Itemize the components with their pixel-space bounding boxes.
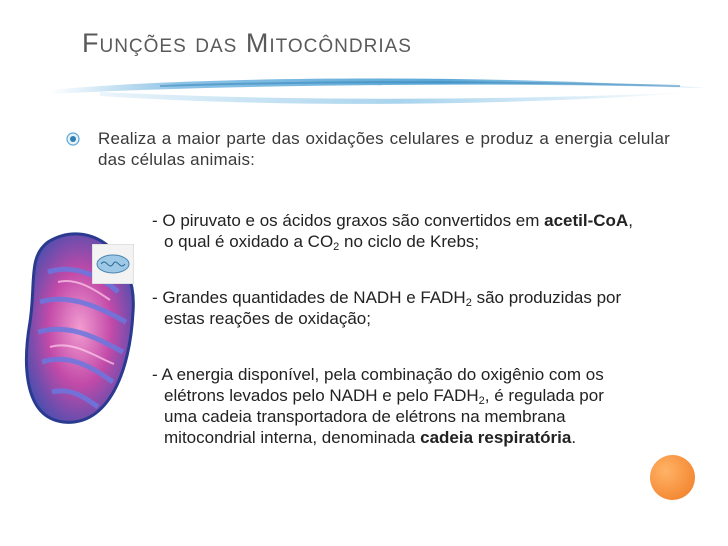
sub-item-1-bold: acetil-CoA: [544, 211, 629, 230]
sub-item-2: [152, 287, 682, 329]
orange-circle-icon: [650, 455, 695, 500]
title-underline-swoosh: [40, 72, 710, 112]
sub-item-1-text-c: o qual é oxidado a CO: [164, 232, 334, 251]
intro-bullet: [70, 128, 670, 170]
sub-item-1-text-a: - O piruvato e os ácidos graxos são convertidos em: [152, 211, 545, 230]
sub-item-2-subscript: 2: [465, 297, 472, 309]
mitochondria-diagram-image: [92, 244, 134, 284]
sub-item-2-text-b: são produzidas por: [471, 288, 622, 307]
sub-item-2-text-c: estas reações de oxidação;: [164, 309, 371, 328]
sub-item-1-text-b: ,: [628, 211, 633, 230]
sub-item-3-text-b: , é regulada por: [484, 386, 604, 405]
sub-item-3-text-d: .: [571, 428, 577, 447]
slide-title: Funções das Mitocôndrias: [82, 28, 412, 58]
sub-item-2-text-a: - Grandes quantidades de NADH e FADH: [152, 288, 466, 307]
sub-item-3-bold: cadeia respiratória: [420, 428, 572, 447]
sub-item-3-subscript: 2: [478, 395, 485, 407]
sub-item-3-line-3: uma cadeia transportadora de elétrons na membrana: [164, 407, 566, 426]
intro-text: Realiza a maior parte das oxidações celulares e produz a energia celular das células animais:: [98, 129, 670, 169]
sub-item-1-subscript: 2: [333, 241, 340, 253]
sub-item-1-text-d: no ciclo de Krebs;: [339, 232, 480, 251]
sub-item-1: [152, 210, 682, 252]
sub-item-3-text-a: elétrons levados pelo NADH e pelo FADH: [164, 386, 479, 405]
sub-item-3: [152, 364, 682, 448]
sub-item-3-line-1: - A energia disponível, pela combinação do oxigênio com os: [152, 365, 604, 384]
sub-item-3-text-c: mitocondrial interna, denominada: [164, 428, 421, 447]
